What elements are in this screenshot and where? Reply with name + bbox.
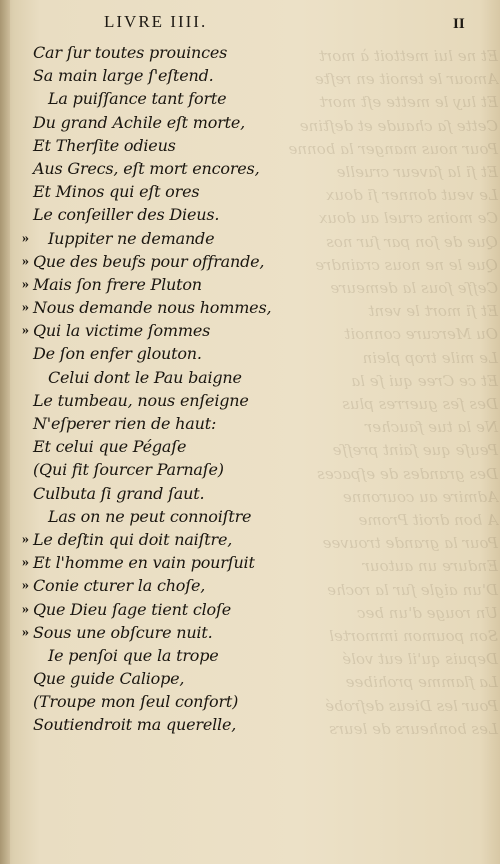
verse-line — [0, 667, 500, 690]
verse-text: Que guide Caliope, — [33, 669, 185, 689]
verse-text: Culbuta ſi grand ſaut. — [33, 483, 205, 503]
verse-line — [0, 598, 500, 621]
verse-text: Mais ſon frere Pluton — [33, 274, 202, 294]
quotation-mark: » — [22, 531, 29, 547]
show-through-text: Et ne lui mettoit à mort Amour le tenoit en reſte Et luy le mette eſt mort Cette ſa chaude et deſtine Pour nous manger la bonne Et ſi la ſaveur cruelle Le veut donner ſi doux Ce moins cruel au doux Que de ſon par ſur nos Que le ne nous craindre Ceſſe ſous la demeure Et ſi mort le vent Ou Mercure connoit Le mile trop plein Et ce Cree qui ſe la Des ſes guerres plus Ne la tue faucher Peuſe que ſaint preſſe Des grandes de eſpaces Admire au couronne A bon droit Prome Pour la grande trouvee Endure un autour D'un aigle ſur la roche Un rouge d'un bec Son poumon immortel Depuis qu'il eut volé La flamme prohibee Pour les Dieus deſrobé Les bonheurs de leurs — [288, 47, 498, 738]
verse-text: La puiſſance tant forte — [48, 89, 227, 109]
verse-text: Car ſur toutes prouinces — [33, 43, 228, 62]
verse-text: Et Minos qui eſt ores — [33, 182, 200, 202]
verse-line — [0, 458, 500, 481]
quotation-mark: » — [22, 624, 29, 640]
verse-line — [0, 389, 500, 412]
verse-line — [0, 296, 500, 319]
page-number: II — [453, 16, 465, 32]
verse-line — [0, 713, 500, 736]
verse-text: Iuppiter ne demande — [48, 228, 215, 248]
quotation-mark: » — [22, 323, 29, 339]
verse-line — [0, 111, 500, 134]
quotation-mark: » — [22, 300, 29, 316]
verse-line — [0, 621, 500, 644]
quotation-mark: » — [22, 276, 29, 292]
verse-text: Aus Grecs, eſt mort encores, — [33, 158, 260, 178]
verse-line — [0, 528, 500, 551]
verse-text: Le deſtin qui doit naiſtre, — [33, 529, 233, 549]
verse-text: Ie penſoi que la trope — [48, 645, 219, 665]
verse-text: Celui dont le Pau baigne — [48, 367, 242, 387]
verse-text: Et Therſite odieus — [33, 135, 176, 155]
verse-text: Qui la victime ſommes — [33, 321, 211, 341]
verse-line — [0, 41, 500, 64]
verse-line — [0, 435, 500, 458]
verse-line — [0, 87, 500, 110]
verse-text: Que des beufs pour offrande, — [33, 251, 265, 271]
verse-line — [0, 342, 500, 365]
verse-text: Et l'homme en vain pourſuit — [33, 553, 255, 573]
verse-text: Le tumbeau, nous enſeigne — [33, 390, 249, 410]
verse-text: Sa main large ſ'eſtend. — [33, 66, 214, 86]
quotation-mark: » — [22, 253, 29, 269]
verse-line — [0, 551, 500, 574]
verse-line — [0, 157, 500, 180]
verse-text: Sous une obſcure nuit. — [33, 622, 213, 642]
verse-text: N'eſperer rien de haut: — [33, 414, 217, 433]
verse-line — [0, 250, 500, 273]
verse-text: De ſon enfer glouton. — [33, 344, 202, 364]
verse-line — [0, 482, 500, 505]
verse-line — [0, 180, 500, 203]
verse-text: Du grand Achile eſt morte, — [33, 112, 246, 132]
verse-line — [0, 366, 500, 389]
quotation-mark: » — [22, 555, 29, 571]
verse-text: Las on ne peut connoiſtre — [48, 506, 252, 526]
verse-line — [0, 64, 500, 87]
quotation-mark: » — [22, 601, 29, 617]
verse-text: Le conſeiller des Dieus. — [33, 205, 220, 225]
verse-line — [0, 319, 500, 342]
verse-text: (Qui fit ſourcer Parnaſe) — [33, 460, 224, 480]
verse-line — [0, 412, 500, 435]
verse-line — [0, 690, 500, 713]
verse-line — [0, 273, 500, 296]
verse-line — [0, 574, 500, 597]
verse-line — [0, 227, 500, 250]
verse-text: Conie cturer la choſe, — [33, 576, 206, 596]
running-head: LIVRE IIII. — [104, 12, 208, 31]
verse-text: Que Dieu ſage tient cloſe — [33, 599, 231, 619]
verse-text: Et celui que Pégaſe — [33, 437, 187, 457]
verse-line — [0, 644, 500, 667]
verse-line — [0, 203, 500, 226]
verse-block — [0, 41, 500, 737]
verse-line — [0, 134, 500, 157]
quotation-mark: » — [22, 578, 29, 594]
quotation-mark: » — [22, 230, 29, 246]
verse-text: Nous demande nous hommes, — [33, 298, 272, 318]
verse-text: Soutiendroit ma querelle, — [33, 715, 237, 735]
verse-line — [0, 505, 500, 528]
verse-text: (Troupe mon ſeul confort) — [33, 692, 239, 712]
